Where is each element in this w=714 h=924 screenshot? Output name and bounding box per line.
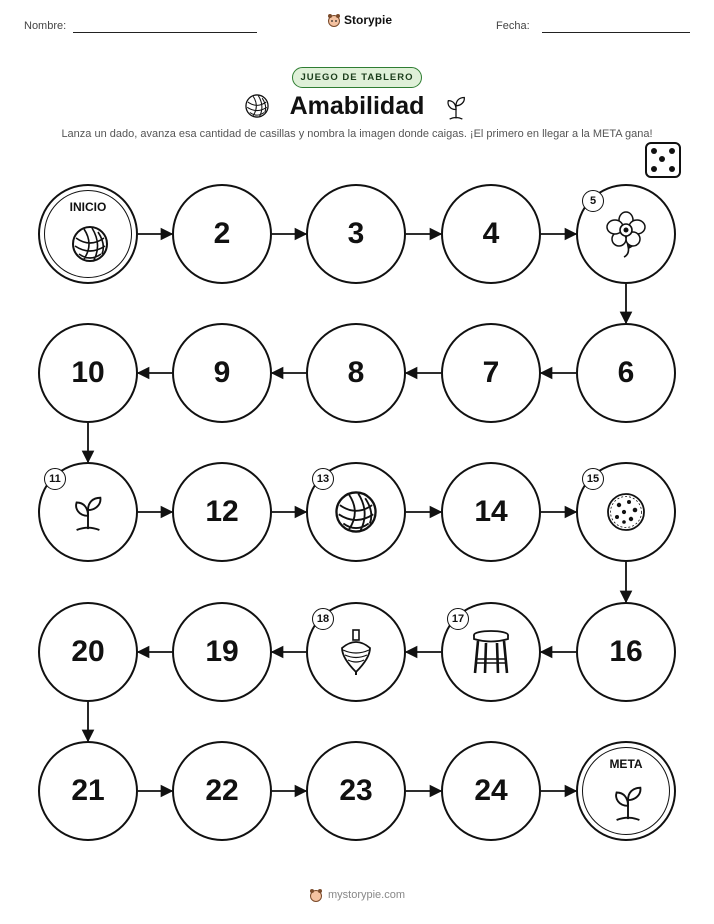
cell-number: 3 <box>347 217 365 250</box>
board-cell-4[interactable] <box>441 184 541 284</box>
cell-number: 22 <box>205 774 239 807</box>
board-cell-22[interactable] <box>172 741 272 841</box>
stool-icon <box>471 629 511 675</box>
board-cell-17[interactable] <box>441 602 541 702</box>
cell-number: 11 <box>44 468 66 490</box>
cell-number: 4 <box>482 217 500 250</box>
board-cell-13[interactable] <box>306 462 406 562</box>
cell-number: 9 <box>213 356 231 389</box>
board-cell-19[interactable] <box>172 602 272 702</box>
cell-number: 19 <box>205 635 239 668</box>
game-type-badge: JUEGO DE TABLERO <box>292 67 422 88</box>
board-cell-12[interactable] <box>172 462 272 562</box>
cell-number: 8 <box>347 356 365 389</box>
board-cell-16[interactable] <box>576 602 676 702</box>
cell-number: 16 <box>609 635 643 668</box>
yarn-ball-icon <box>333 489 379 535</box>
cell-number: 5 <box>582 190 604 212</box>
board-cell-14[interactable] <box>441 462 541 562</box>
board-cell-2[interactable] <box>172 184 272 284</box>
start-cell[interactable] <box>38 184 138 284</box>
cell-number: 6 <box>617 356 635 389</box>
spinning-top-icon <box>339 628 373 676</box>
cookie-icon <box>605 491 647 533</box>
cell-number: 13 <box>312 468 334 490</box>
cell-number: 14 <box>474 495 508 528</box>
cell-number: 24 <box>474 774 508 807</box>
cell-number: 7 <box>482 356 500 389</box>
cell-number: 23 <box>339 774 373 807</box>
board-cell-10[interactable] <box>38 323 138 423</box>
footer-url[interactable]: mystorypie.com <box>327 889 406 901</box>
cell-number: 21 <box>71 774 105 807</box>
board-cell-21[interactable] <box>38 741 138 841</box>
board-cell-6[interactable] <box>576 323 676 423</box>
board-cell-8[interactable] <box>306 323 406 423</box>
brand-name: Storypie <box>344 13 393 27</box>
board-cell-5[interactable] <box>576 184 676 284</box>
sprout-icon <box>69 491 107 533</box>
cell-number: 10 <box>71 356 105 389</box>
footer <box>0 888 714 902</box>
cell-number: 20 <box>71 635 105 668</box>
cell-number: 17 <box>447 608 469 630</box>
yarn-ball-icon <box>70 224 110 264</box>
board-cell-7[interactable] <box>441 323 541 423</box>
cell-number: 15 <box>582 468 604 490</box>
sprout-icon <box>609 781 647 823</box>
finish-label: META <box>609 757 643 771</box>
board-cell-9[interactable] <box>172 323 272 423</box>
start-label: INICIO <box>69 200 107 214</box>
mascot-icon <box>309 888 323 902</box>
board-cell-11[interactable] <box>38 462 138 562</box>
date-label: Fecha: <box>496 20 530 32</box>
board-cell-24[interactable] <box>441 741 541 841</box>
board-cell-15[interactable] <box>576 462 676 562</box>
cell-number: 12 <box>205 495 239 528</box>
board-cell-20[interactable] <box>38 602 138 702</box>
board-cell-23[interactable] <box>306 741 406 841</box>
cell-number: 2 <box>213 217 231 250</box>
name-label: Nombre: <box>24 20 67 32</box>
instructions-text: Lanza un dado, avanza esa cantidad de casillas y nombra la imagen donde caigas. ¡El primero en llegar a la META gana! <box>61 128 653 140</box>
cell-number: 18 <box>312 608 334 630</box>
finish-cell[interactable] <box>576 741 676 841</box>
board-cell-18[interactable] <box>306 602 406 702</box>
page-title: Amabilidad <box>289 92 425 120</box>
board-cell-3[interactable] <box>306 184 406 284</box>
flower-icon <box>604 210 648 258</box>
